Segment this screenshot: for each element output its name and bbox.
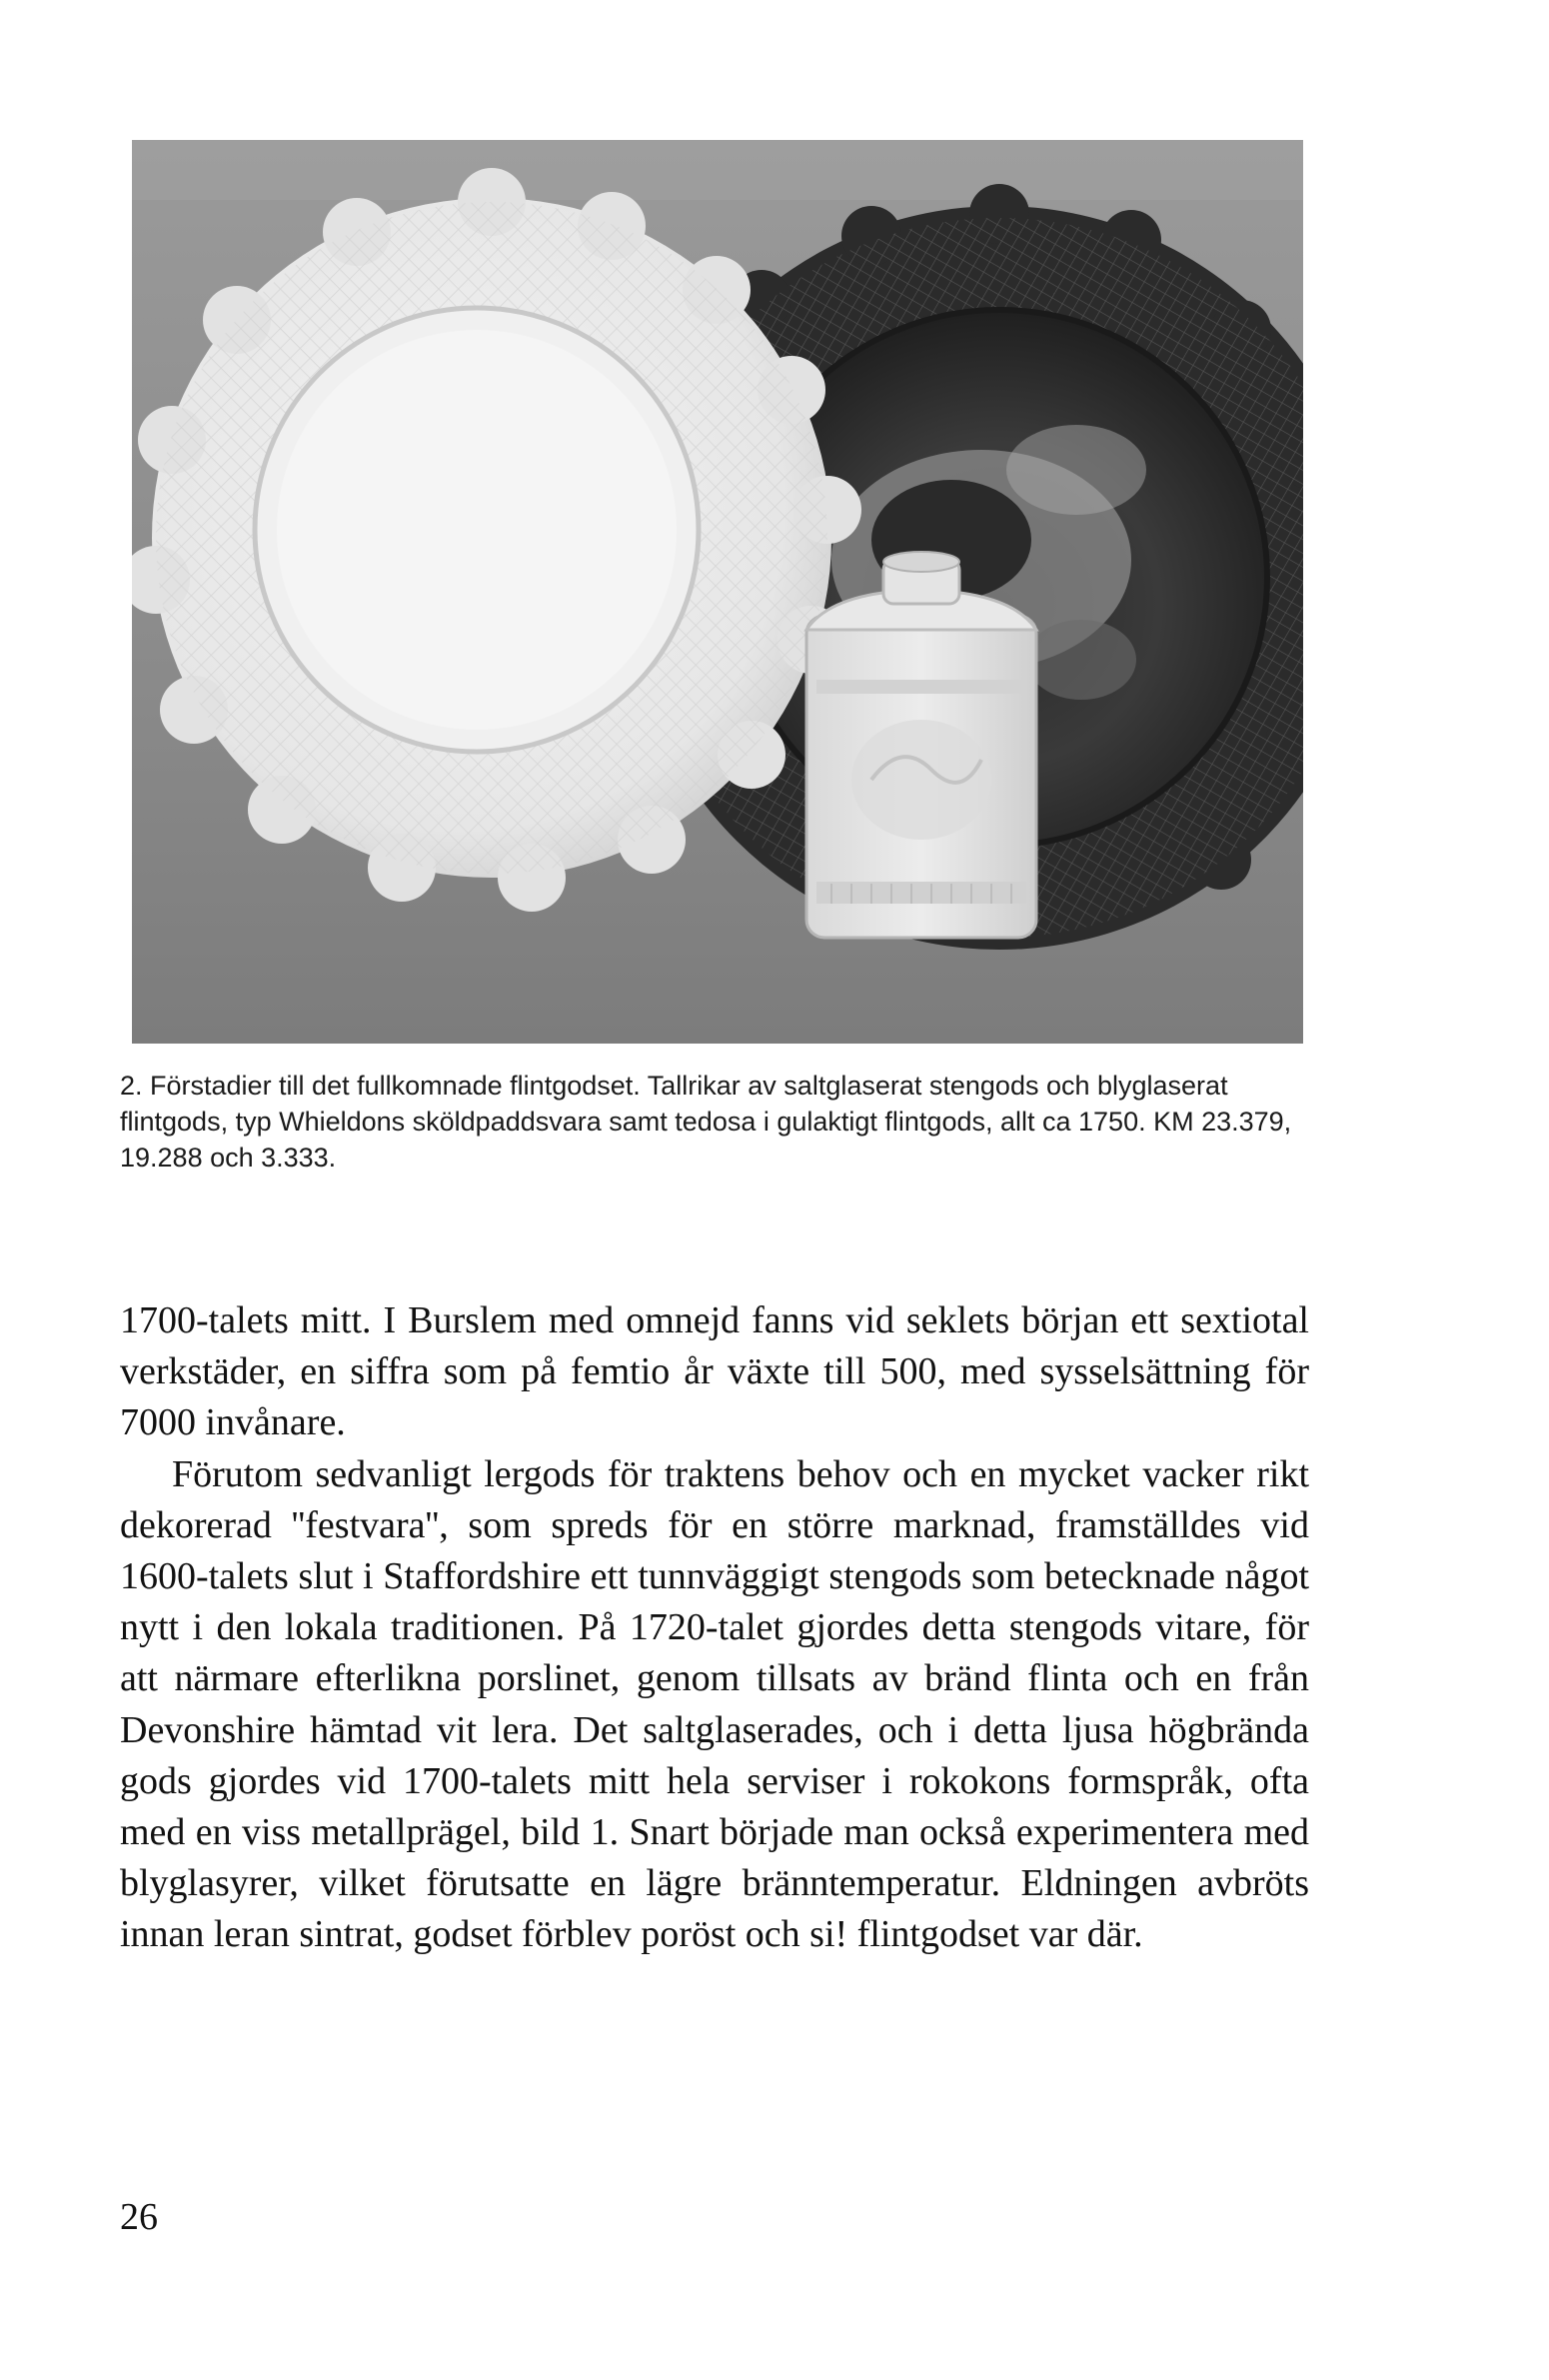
paragraph: 1700-talets mitt. I Burslem med omnejd fanns vid seklets början ett sextiotal verkstäder, en siffra som på femtio år växte till 500, med sysselsättning för 7000 invånare. bbox=[120, 1299, 1309, 1444]
photograph-plates-and-tea-caddy bbox=[132, 140, 1303, 1044]
tea-caddy bbox=[806, 552, 1036, 938]
body-text bbox=[120, 1295, 1309, 1961]
paragraph: Förutom sedvanligt lergods för traktens behov och en mycket vacker rikt dekorerad ''festvara'', som spreds för en större marknad, framställdes vid 1600-talets slut i Staffordshire ett tunnväggigt stengods som betecknade något nytt i den lokala traditionen. På 1720-talet gjordes detta stengods vitare, för att närmare efterlikna porslinet, genom tillsats av bränd flinta och en från Devonshire hämtad vit lera. Det saltglaserades, och i detta ljusa högbrända gods gjordes vid 1700-talets mitt hela serviser i rokokons formspråk, ofta med en viss metallprägel, bild 1. Snart började man också experimentera med blyglasyrer, vilket förutsatte en lägre bränntemperatur. Eldningen avbröts innan leran sintrat, godset förblev poröst och si! flintgodset var där. bbox=[120, 1452, 1309, 1956]
page-number: 26 bbox=[120, 2196, 158, 2238]
photograph-illustration bbox=[132, 140, 1303, 1044]
figure-caption: 2. Förstadier till det fullkomnade flintgodset. Tallrikar av saltglaserat stengods och blyglaserat flintgods, typ Whieldons sköldpaddsvara samt tedosa i gulaktigt flintgods, allt ca 1750. KM 23.379, 19.288 och 3.333. bbox=[120, 1071, 1292, 1173]
